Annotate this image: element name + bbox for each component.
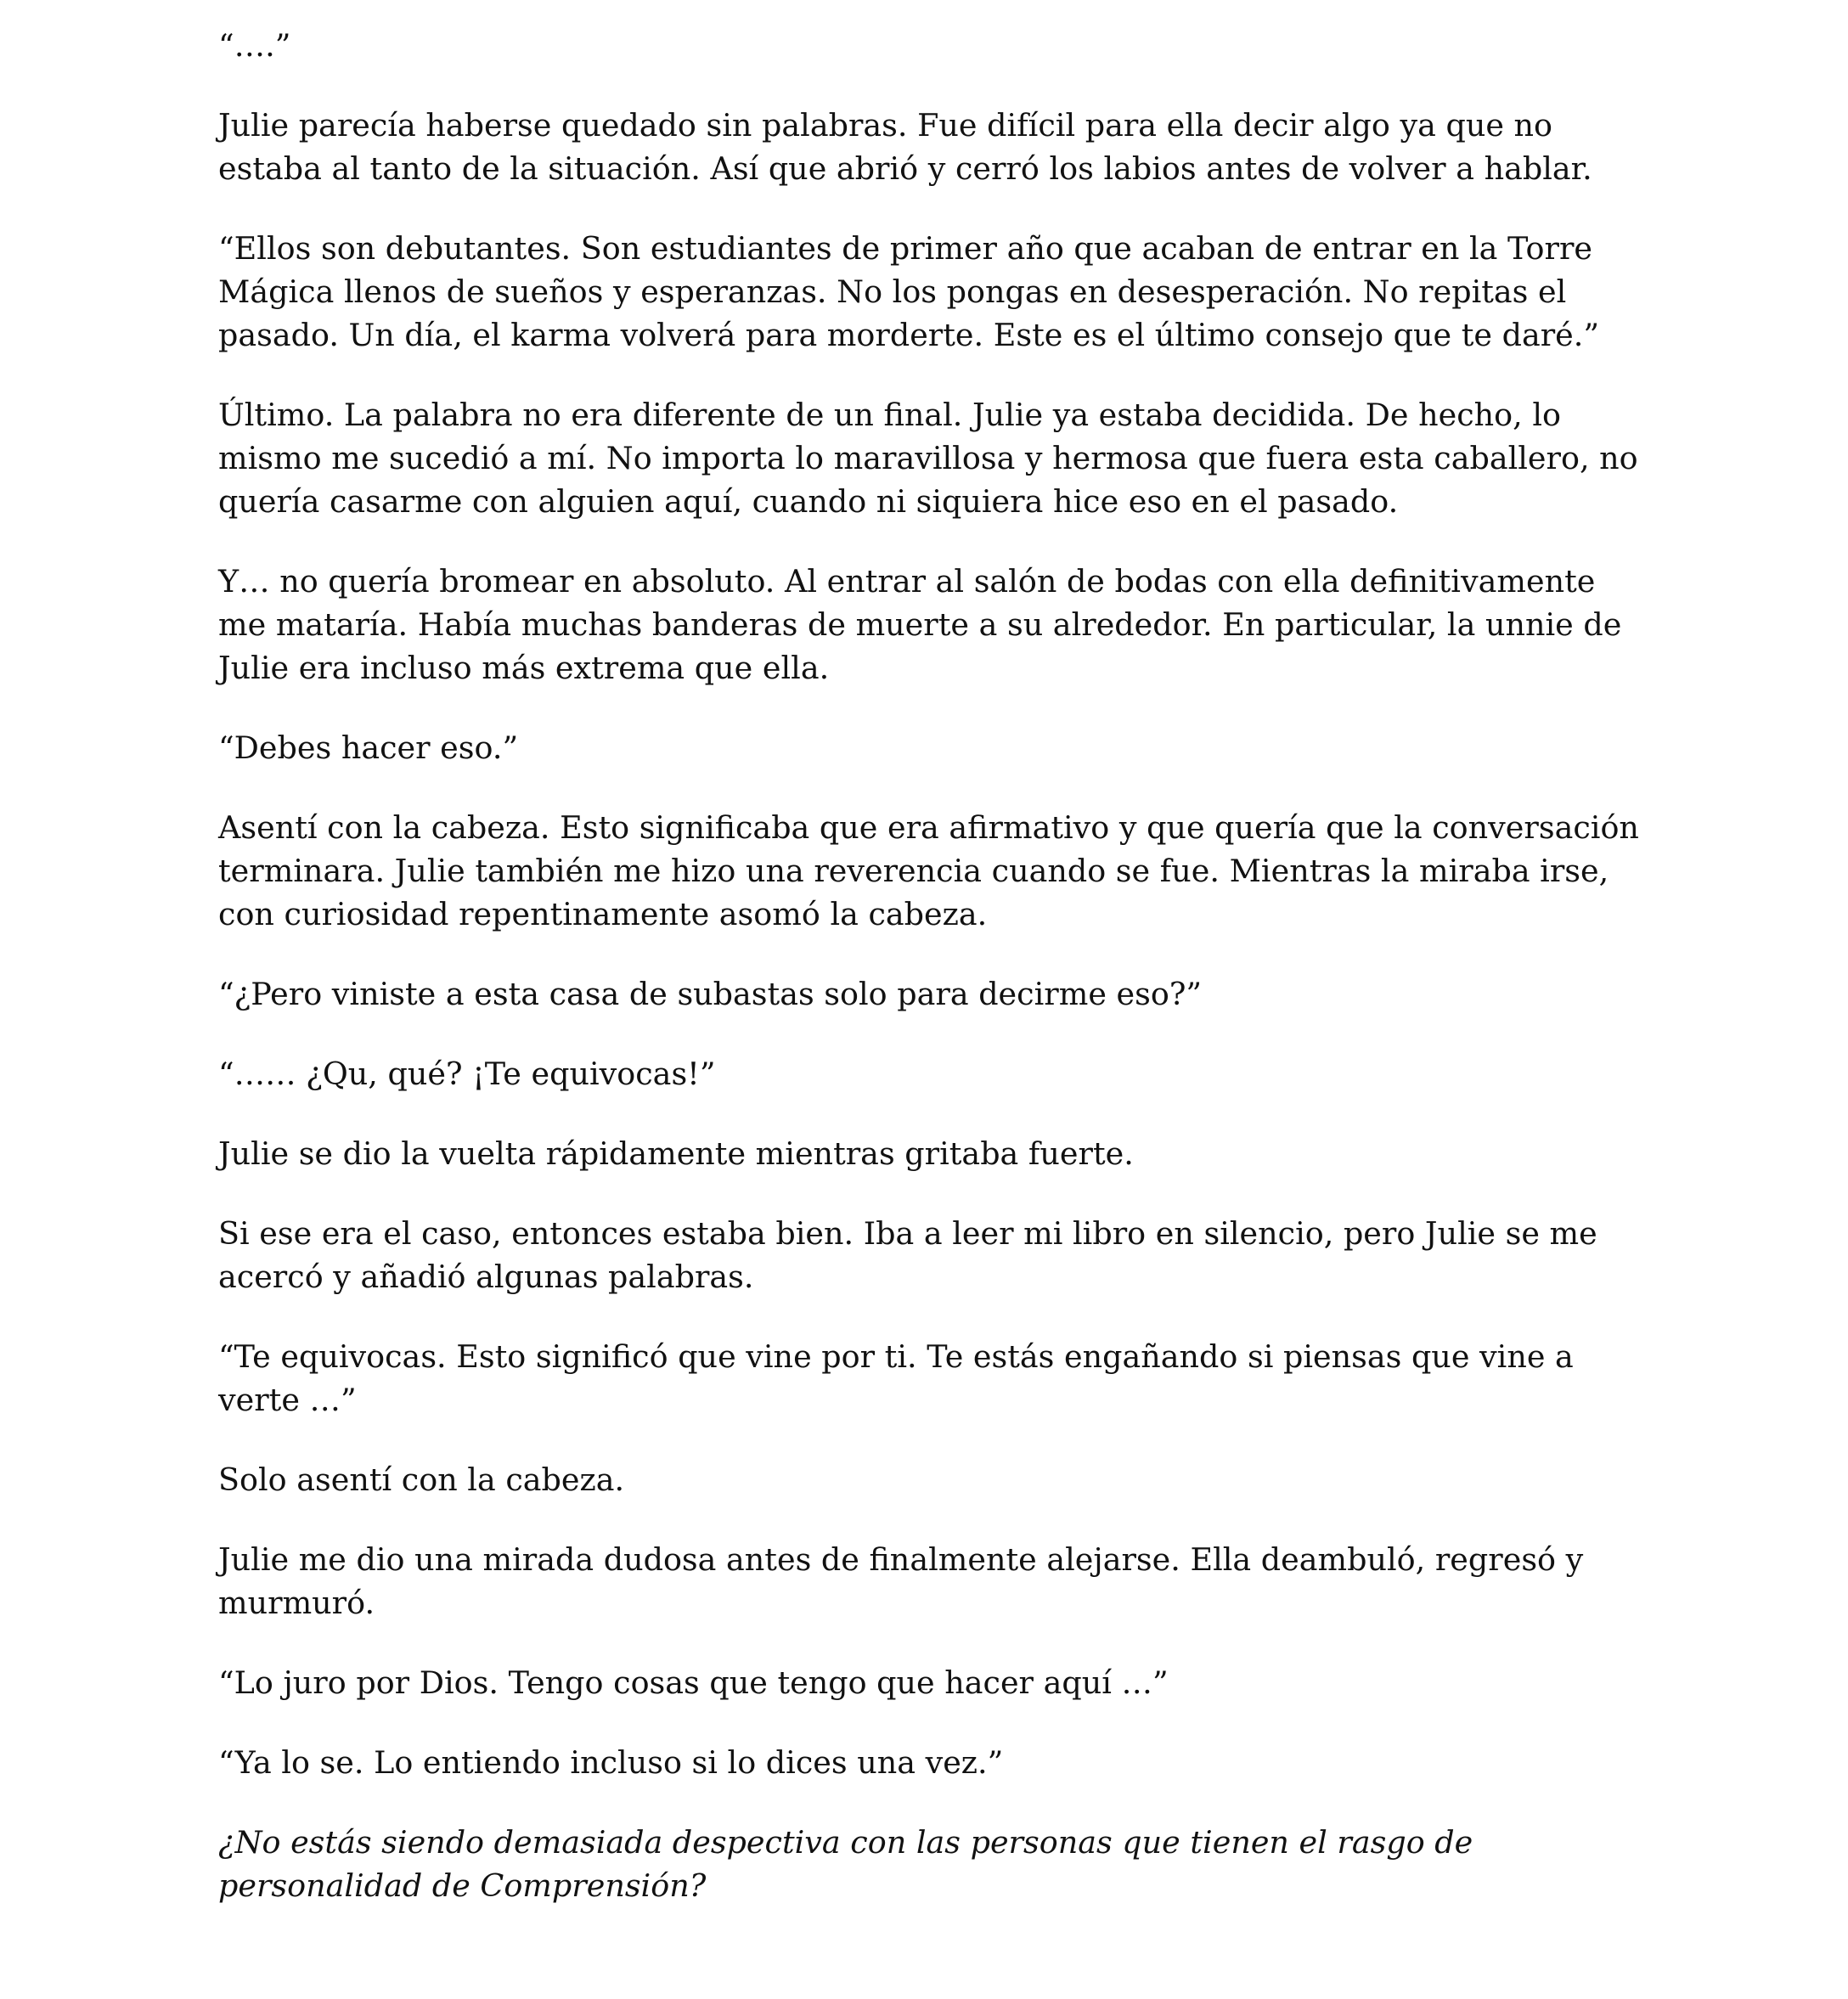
paragraph: “¿Pero viniste a esta casa de subastas solo para decirme eso?”	[218, 976, 1203, 1012]
paragraph: Julie me dio una mirada dudosa antes de finalmente alejarse. Ella deambuló, regresó y murmuró.	[218, 1541, 1584, 1621]
document-page	[218, 24, 1645, 1944]
paragraph: Julie se dio la vuelta rápidamente mientras gritaba fuerte.	[218, 1135, 1134, 1172]
paragraph: “…… ¿Qu, qué? ¡Te equivocas!”	[218, 1056, 716, 1092]
paragraph: “Ellos son debutantes. Son estudiantes de primer año que acaban de entrar en la Torre Mágica llenos de sueños y esperanzas. No los pongas en desesperación. No repitas el pasado. Un día, el karma volverá para morderte. Este es el último consejo que te daré.”	[218, 230, 1600, 353]
paragraph: “Lo juro por Dios. Tengo cosas que tengo que hacer aquí …”	[218, 1664, 1169, 1701]
paragraph: “Ya lo se. Lo entiendo incluso si lo dices una vez.”	[218, 1744, 1004, 1781]
paragraph: Último. La palabra no era diferente de un final. Julie ya estaba decidida. De hecho, lo mismo me sucedió a mí. No importa lo maravillosa y hermosa que fuera esta caballero, no quería casarme con alguien aquí, cuando ni siquiera hice eso en el pasado.	[218, 397, 1638, 520]
paragraph-italic: ¿No estás siendo demasiada despectiva con las personas que tienen el rasgo de personalidad de Comprensión?	[218, 1824, 1473, 1904]
paragraph: Julie parecía haberse quedado sin palabras. Fue difícil para ella decir algo ya que no estaba al tanto de la situación. Así que abrió y cerró los labios antes de volver a hablar.	[218, 107, 1592, 187]
paragraph: Solo asentí con la cabeza.	[218, 1461, 625, 1498]
paragraph: “….”	[218, 27, 291, 64]
paragraph: Asentí con la cabeza. Esto significaba que era afirmativo y que quería que la conversación terminara. Julie también me hizo una reverencia cuando se fue. Mientras la miraba irse, con curiosidad repentinamente asomó la cabeza.	[218, 809, 1639, 932]
paragraph: “Debes hacer eso.”	[218, 729, 519, 766]
paragraph: Si ese era el caso, entonces estaba bien. Iba a leer mi libro en silencio, pero Julie se me acercó y añadió algunas palabras.	[218, 1215, 1597, 1295]
paragraph: Y… no quería bromear en absoluto. Al entrar al salón de bodas con ella definitivamente me mataría. Había muchas banderas de muerte a su alrededor. En particular, la unnie de Julie era incluso más extrema que ella.	[218, 563, 1622, 686]
paragraph: “Te equivocas. Esto significó que vine por ti. Te estás engañando si piensas que vine a verte …”	[218, 1338, 1574, 1418]
